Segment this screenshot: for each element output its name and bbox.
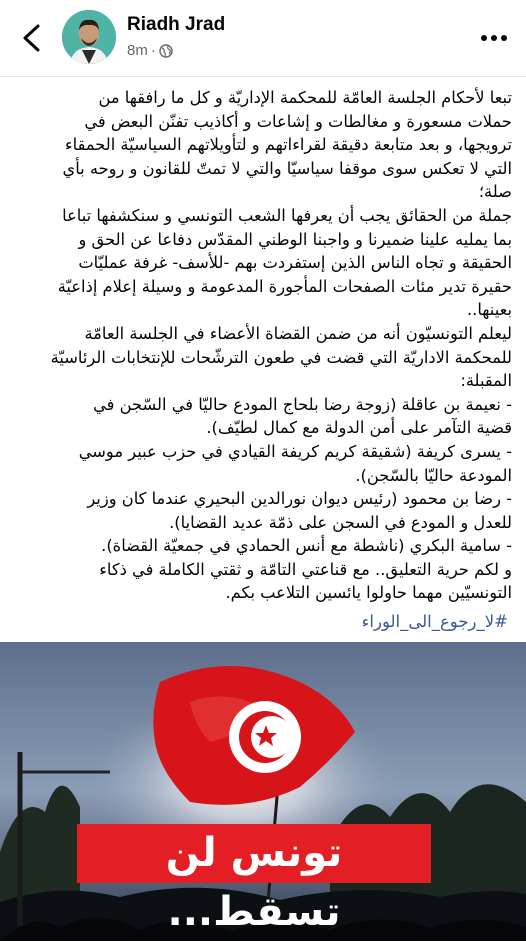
post-header bbox=[0, 0, 526, 77]
hashtag-link[interactable]: #لا_رجوع_الى_الوراء bbox=[361, 612, 508, 631]
chevron-left-icon[interactable] bbox=[18, 22, 46, 54]
image-banner: تونس لن تسقط... bbox=[77, 824, 431, 883]
globe-icon bbox=[159, 44, 173, 58]
post-time[interactable]: 8m bbox=[127, 42, 148, 59]
post-meta bbox=[127, 42, 173, 59]
post-body: تبعا لأحكام الجلسة العامّة للمحكمة الإداريّة و كل ما رافقها من حملات مسعورة و مغالطات و إشاعات و أكاذيب تفنّن البعض في ترويجها، و بعد متابعة دقيقة لقراءاتهم و لتأويلاتهم السياسيّة الحمقاء التي لا تعكس سوى موقفا سياسيّا والتي لا تمتّ للقانون و روحه بأي صلة؛ جملة من الحقائق يجب أن يعرفها الشعب التونسي و سنكشفها تباعا بما يمليه علينا ضميرنا و واجبنا الوطني المقدّس دفاعا عن الحق و الحقيقة و تجاه الناس الذين إستفردت بهم -للأسف- غرفة عمليّات حقيرة تدير مئات الصفحات المأجورة المدعومة و وسيلة إعلام إذاعيّة بعينها.. ليعلم التونسيّون أنه من ضمن القضاة الأعضاء في الجلسة العامّة للمحكمة الاداريّة التي قضت في طعون الترشّحات للإنتخابات الرئاسيّة المقبلة: - نعيمة بن عاقلة (زوجة رضا بلحاج المودع حاليّا في السّجن في قضية التآمر على أمن الدولة مع كمال لطيّف). - يسرى كريفة (شقيقة كريم كريفة القيادي في حزب عبير موسي المودعة حاليّا بالسّجن). - رضا بن محمود (رئيس ديوان نورالدين البحيري عندما كان وزير للعدل و المودع في السجن على ذمّة عديد القضايا). - سامية البكري (ناشطة مع أنس الحمادي في جمعيّة القضاة). و لكم حرية التعليق.. مع قناعتي التامّة و ثقتي الكاملة في ذكاء التونسيّين مهما حاولوا يائسين التلاعب بكم. bbox=[50, 88, 512, 603]
author-name[interactable]: Riadh Jrad bbox=[127, 14, 226, 35]
separator-dot: · bbox=[150, 42, 156, 59]
avatar[interactable] bbox=[62, 10, 116, 64]
more-horizontal-icon[interactable] bbox=[478, 24, 510, 52]
